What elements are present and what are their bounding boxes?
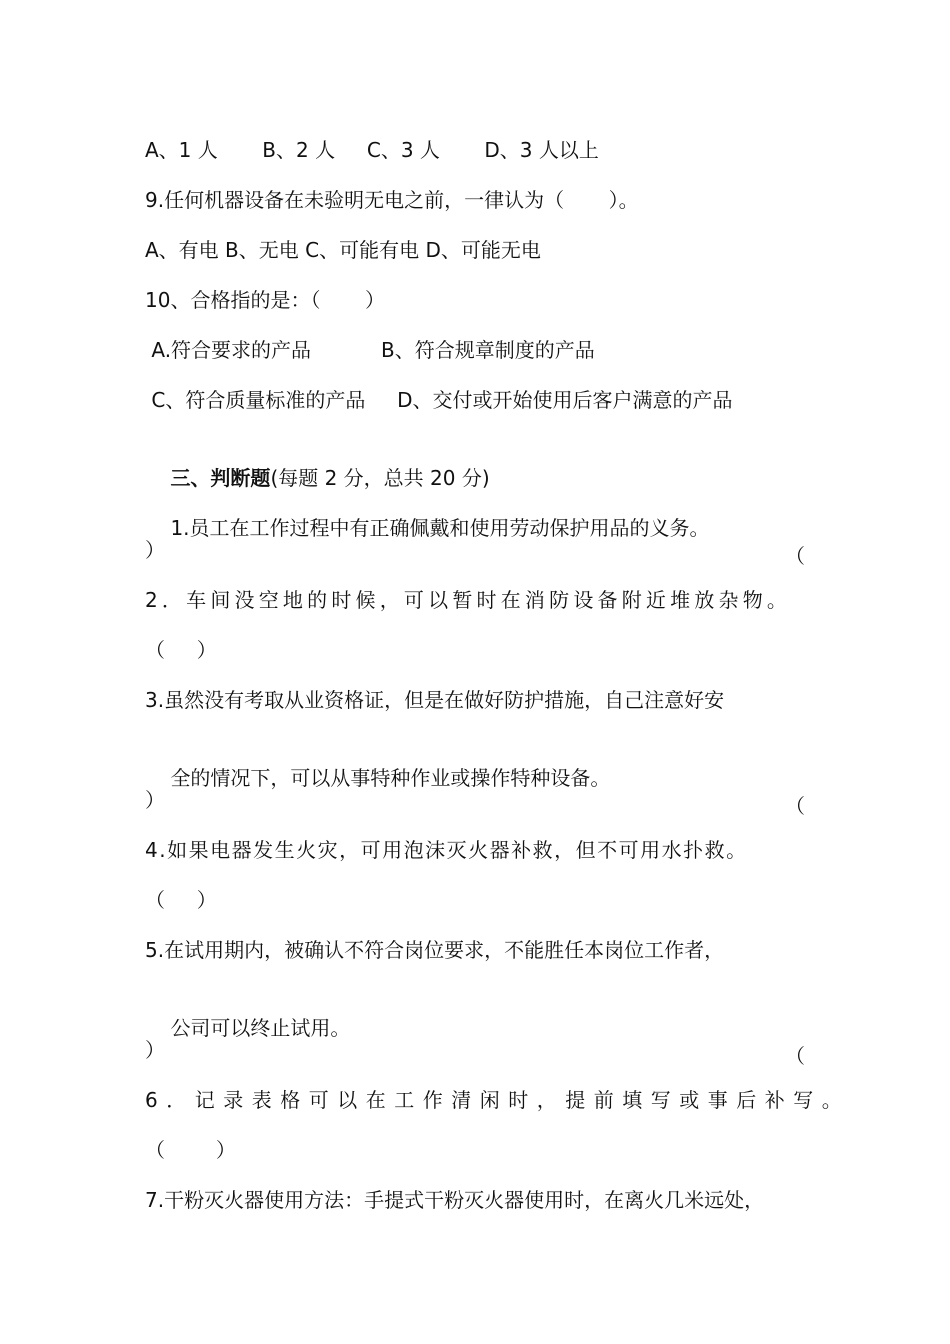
- q10-options-cd: C、符合质量标准的产品 D、交付或开始使用后客户满意的产品: [145, 388, 733, 412]
- judge-6-text: 6．记录表格可以在工作清闲时，提前填写或事后补写。: [145, 1088, 851, 1112]
- judge-1-text: 1.员工在工作过程中有正确佩戴和使用劳动保护用品的义务。: [170, 516, 710, 540]
- judge-5-text-1: 5.在试用期内，被确认不符合岗位要求，不能胜任本岗位工作者，: [145, 938, 725, 962]
- q10-stem: 10、合格指的是：（ ）: [145, 288, 385, 312]
- q9-options: A、有电 B、无电 C、可能有电 D、可能无电: [145, 238, 541, 262]
- q8-options: A、1 人 B、2 人 C、3 人 D、3 人以上: [145, 138, 599, 162]
- judge-7-text: 7.干粉灭火器使用方法：手提式干粉灭火器使用时，在离火几米远处，: [145, 1188, 765, 1212]
- judge-4-paren: （ ）: [145, 888, 217, 912]
- judge-3-paren-open: （: [785, 794, 805, 818]
- judge-5-paren-open: （: [785, 1044, 805, 1068]
- section3-heading: 三、判断题: [170, 466, 271, 490]
- section3-note: (每题 2 分，总共 20 分): [270, 466, 490, 490]
- judge-3-paren-close: ）: [145, 788, 165, 812]
- judge-4-text: 4.如果电器发生火灾，可用泡沫灭火器补救，但不可用水扑救。: [145, 838, 748, 862]
- judge-1-paren-open: （: [785, 544, 805, 568]
- judge-2-text: 2．车间没空地的时候，可以暂时在消防设备附近堆放杂物。: [145, 588, 792, 612]
- q10-options-ab: A.符合要求的产品 B、符合规章制度的产品: [145, 338, 595, 362]
- judge-2-paren: （ ）: [145, 638, 217, 662]
- judge-3-text-2: 全的情况下，可以从事特种作业或操作特种设备。: [170, 766, 611, 790]
- judge-6-paren: （ ）: [145, 1138, 236, 1162]
- judge-1-paren-close: ）: [145, 538, 165, 562]
- judge-5-text-2: 公司可以终止试用。: [170, 1016, 351, 1040]
- judge-5-paren-close: ）: [145, 1038, 165, 1062]
- q9-stem: 9.任何机器设备在未验明无电之前，一律认为（ ）。: [145, 188, 639, 212]
- judge-3-text-1: 3.虽然没有考取从业资格证，但是在做好防护措施，自己注意好安: [145, 688, 725, 712]
